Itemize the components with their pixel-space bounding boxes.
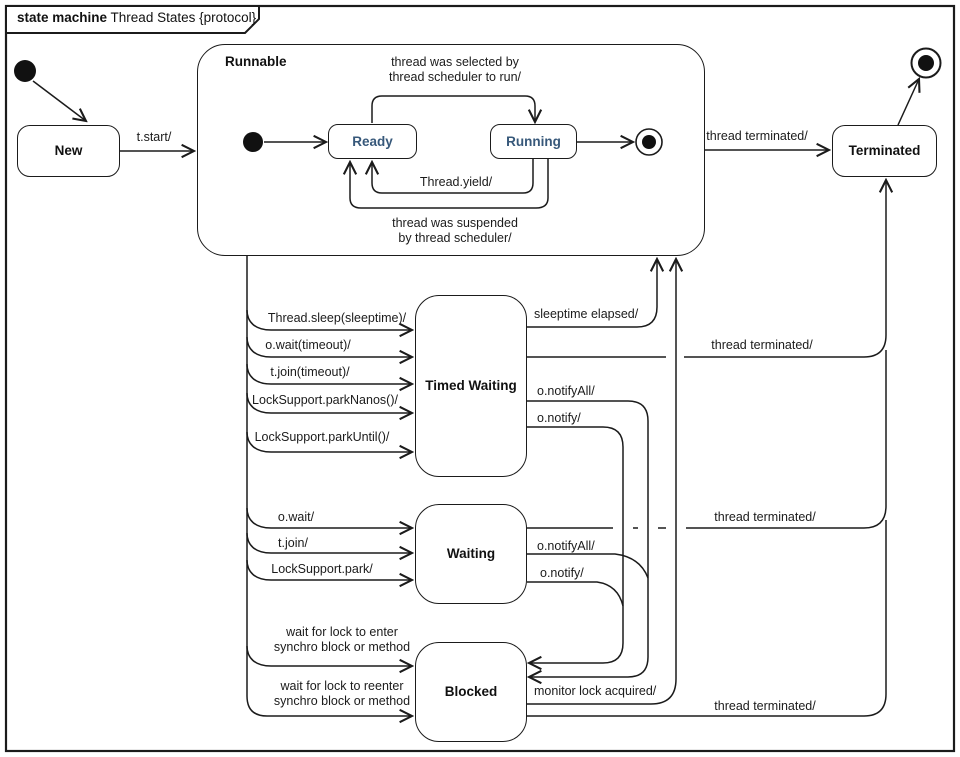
label-lock-reenter-line2: synchro block or method (273, 694, 411, 708)
label-wait-timeout: o.wait(timeout)/ (265, 338, 351, 352)
label-t-join: t.join/ (278, 536, 308, 550)
label-notifyall-tw: o.notifyAll/ (537, 384, 595, 398)
label-notify-w: o.notify/ (540, 566, 584, 580)
label-lock-enter-line2: synchro block or method (273, 640, 411, 654)
state-timed-waiting-label: Timed Waiting (425, 378, 517, 394)
label-park-nanos: LockSupport.parkNanos()/ (252, 393, 398, 407)
label-lock-enter-line1: wait for lock to enter (286, 625, 398, 639)
state-new-label: New (54, 143, 83, 159)
initial-state-icon (14, 60, 36, 82)
state-terminated-label: Terminated (848, 143, 921, 159)
label-thread-terminated-tw: thread terminated/ (711, 338, 813, 352)
label-t-start: t.start/ (136, 130, 172, 144)
label-thread-terminated-b: thread terminated/ (714, 699, 816, 713)
state-ready-label: Ready (352, 133, 393, 149)
label-yield: Thread.yield/ (419, 175, 493, 189)
label-thread-terminated-w: thread terminated/ (714, 510, 816, 524)
diagram-keyword: state machine (17, 10, 108, 25)
state-runnable-label: Runnable (225, 54, 287, 69)
state-blocked (415, 642, 527, 742)
label-selected-line1: thread was selected by (391, 55, 519, 69)
label-notifyall-w: o.notifyAll/ (537, 539, 595, 553)
state-new (17, 125, 120, 177)
state-running (490, 124, 577, 159)
label-park-until: LockSupport.parkUntil()/ (254, 430, 390, 444)
label-monitor-acquired: monitor lock acquired/ (534, 684, 657, 698)
state-running-label: Running (506, 133, 561, 149)
state-terminated (832, 125, 937, 177)
diagram-name: Thread States {protocol} (107, 10, 257, 25)
state-waiting (415, 504, 527, 604)
label-suspended-line1: thread was suspended (392, 216, 518, 230)
diagram-title (17, 10, 256, 25)
state-ready (328, 124, 417, 159)
state-blocked-label: Blocked (444, 684, 498, 700)
label-suspended-line2: by thread scheduler/ (398, 231, 512, 245)
label-sleeptime-elapsed: sleeptime elapsed/ (534, 307, 639, 321)
state-timed-waiting (415, 295, 527, 477)
label-park: LockSupport.park/ (271, 562, 373, 576)
label-thread-terminated-top: thread terminated/ (706, 129, 808, 143)
state-waiting-label: Waiting (446, 546, 496, 562)
final-state-icon (912, 49, 941, 78)
label-lock-reenter-line1: wait for lock to reenter (280, 679, 404, 693)
label-selected-line2: thread scheduler to run/ (388, 70, 522, 84)
label-join-timeout: t.join(timeout)/ (270, 365, 350, 379)
label-notify-tw: o.notify/ (537, 411, 581, 425)
label-o-wait: o.wait/ (277, 510, 315, 524)
label-sleep: Thread.sleep(sleeptime)/ (267, 311, 407, 325)
